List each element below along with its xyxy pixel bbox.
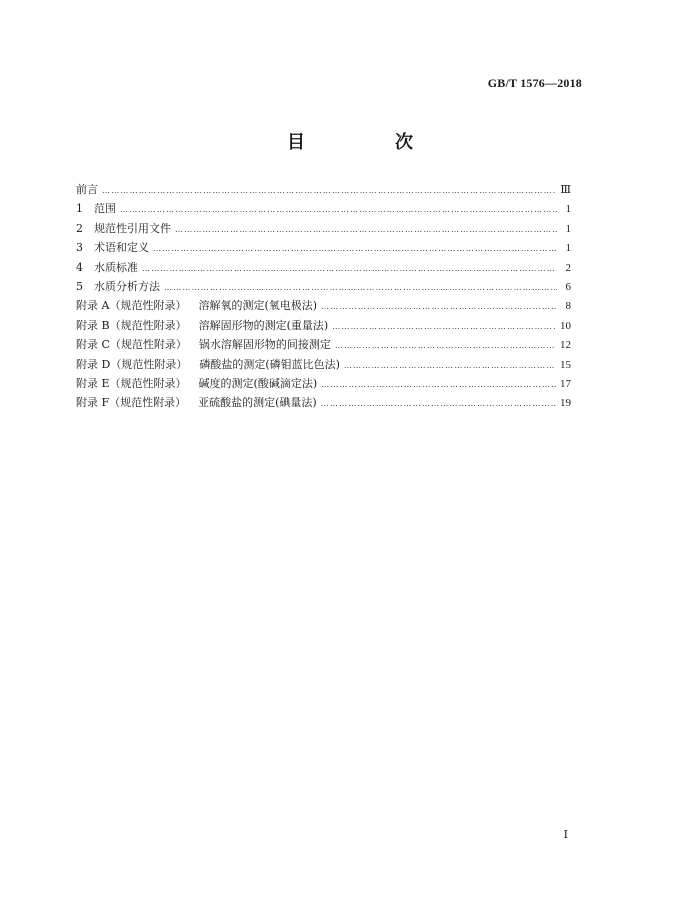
toc-entry-page: 17 [560, 377, 571, 390]
toc-entry-number: 5 [76, 279, 83, 293]
toc-entry-appendix-c[interactable] [76, 335, 571, 354]
toc-entry-label: 术语和定义 [94, 241, 149, 255]
toc-entry-appendix-f[interactable] [76, 393, 571, 412]
toc-leader-dots [321, 297, 557, 316]
toc-entry-terms-definitions[interactable] [76, 238, 571, 257]
toc-entry-normative-references[interactable] [76, 219, 571, 238]
toc-entry-number: 4 [76, 260, 83, 274]
toc-leader-dots [120, 200, 557, 219]
toc-appendix-heading: 附录 D（规范性附录） [76, 357, 188, 371]
toc-entry-label: 范围 [94, 202, 116, 216]
toc-appendix-heading: 附录 F（规范性附录） [76, 396, 187, 410]
toc-entry-page: 10 [560, 319, 571, 332]
page-title: 目 次 [287, 132, 449, 153]
toc-entry-number: 3 [76, 241, 83, 255]
toc-leader-dots [164, 278, 557, 297]
toc-leader-dots [102, 181, 556, 200]
toc-entry-appendix-d[interactable] [76, 355, 571, 374]
toc-entry-number: 2 [76, 221, 83, 235]
toc-entry-label: 溶解氧的测定(氧电极法) [198, 299, 318, 313]
toc-entry-water-quality-standard[interactable] [76, 258, 571, 277]
table-of-contents [76, 180, 571, 413]
toc-leader-dots [153, 239, 557, 258]
toc-appendix-heading: 附录 C（规范性附录） [76, 338, 187, 352]
toc-entry-scope[interactable] [76, 199, 571, 218]
page-number: Ⅰ [563, 829, 568, 841]
toc-entry-page: 8 [565, 300, 571, 313]
toc-entry-label: 磷酸盐的测定(磷钼蓝比色法) [199, 357, 340, 371]
toc-entry-label: 水质标准 [94, 260, 138, 274]
toc-leader-dots [321, 394, 556, 413]
toc-entry-page: 1 [565, 222, 571, 235]
toc-entry-analysis-methods[interactable] [76, 277, 571, 296]
toc-appendix-heading: 附录 B（规范性附录） [76, 318, 187, 332]
toc-entry-foreword[interactable] [76, 180, 571, 199]
toc-leader-dots [332, 317, 556, 336]
toc-entry-appendix-a[interactable] [76, 296, 571, 315]
toc-appendix-heading: 附录 A（规范性附录） [76, 299, 187, 313]
toc-entry-label: 水质分析方法 [94, 279, 160, 293]
toc-leader-dots [142, 259, 557, 278]
toc-leader-dots [344, 356, 556, 375]
toc-entry-label: 亚硫酸盐的测定(碘量法) [198, 396, 317, 410]
toc-entry-page: 1 [565, 242, 571, 255]
toc-entry-label: 溶解固形物的测定(重量法) [198, 318, 329, 332]
toc-entry-label: 规范性引用文件 [94, 221, 171, 235]
toc-entry-page: 15 [560, 358, 571, 371]
toc-entry-appendix-e[interactable] [76, 374, 571, 393]
toc-entry-number: 1 [76, 202, 83, 216]
toc-entry-label: 碱度的测定(酸碱滴定法) [198, 376, 318, 390]
toc-leader-dots [321, 375, 556, 394]
toc-entry-page: 19 [560, 397, 571, 410]
toc-leader-dots [175, 220, 557, 239]
toc-entry-page: 12 [560, 339, 571, 352]
toc-leader-dots [335, 336, 556, 355]
toc-entry-page: 6 [565, 280, 571, 293]
standard-code: GB/T 1576—2018 [487, 76, 582, 90]
toc-appendix-heading: 附录 E（规范性附录） [76, 376, 187, 390]
toc-entry-page: Ⅲ [560, 184, 571, 196]
toc-entry-page: 1 [565, 203, 571, 216]
toc-entry-label: 锅水溶解固形物的间接测定 [198, 338, 331, 352]
toc-entry-page: 2 [565, 261, 571, 274]
toc-entry-label: 前言 [76, 183, 98, 196]
toc-entry-appendix-b[interactable] [76, 316, 571, 335]
